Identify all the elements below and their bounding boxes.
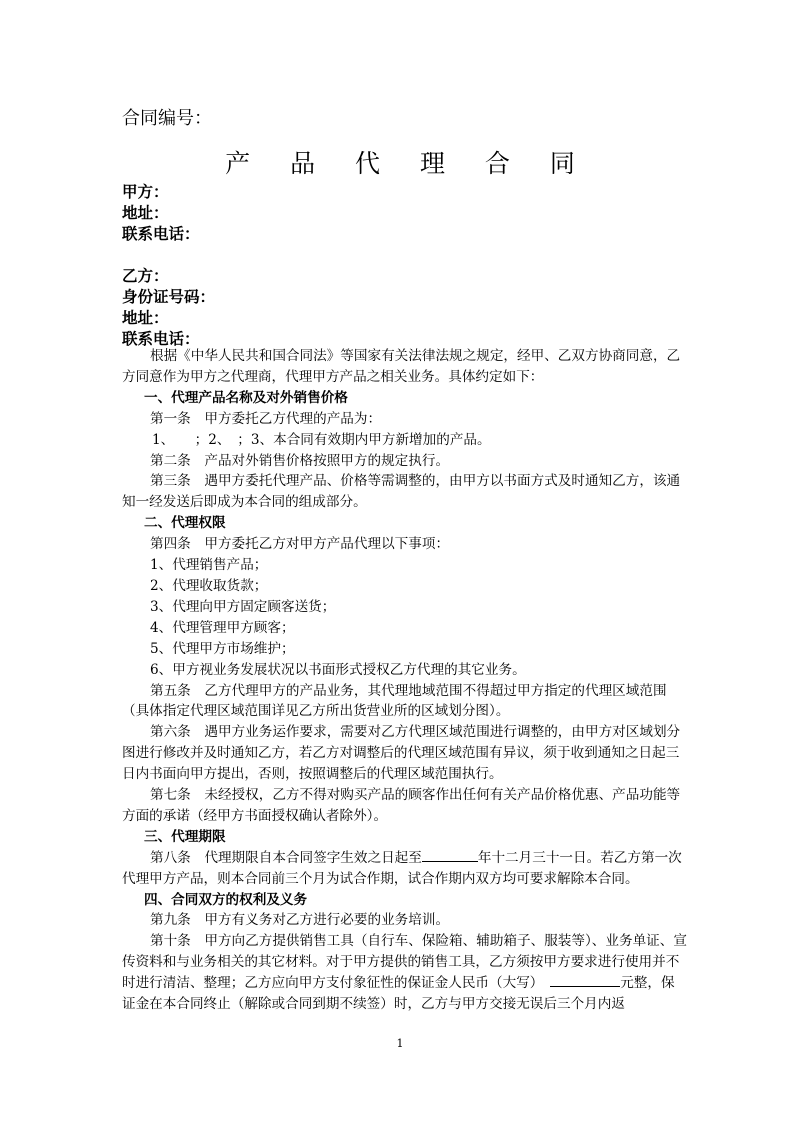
article-4-item: 4、代理管理甲方顾客； [150,619,295,636]
section-heading-1: 一、代理产品名称及对外销售价格 [144,389,348,406]
article-2: 第二条 产品对外销售价格按照甲方的规定执行。 [150,452,450,469]
intro-paragraph: 根据《中华人民共和国合同法》等国家有关法律法规之规定，经甲、乙双方协商同意，乙方同意作为甲方之代理商，代理甲方产品之相关业务。具体约定如下： [122,348,681,385]
article-4-item: 6、甲方视业务发展状况以书面形式授权乙方代理的其它业务。 [150,661,526,678]
section-heading-3: 三、代理期限 [144,828,226,845]
article-10-part-b: 元整，保证金在本合同终止（解除或合同到期不续签）时，乙方与甲方交接无误后三个月内返 [122,975,675,1013]
article-4-item: 5、代理甲方市场维护； [150,640,295,657]
article-5: 第五条 乙方代理甲方的产品业务，其代理地域范围不得超过甲方指定的代理区域范围（具体指定代理区域范围详见乙方所出货营业所的区域划分图）。 [122,682,667,720]
party-a-block [122,182,200,245]
article-7: 第七条 未经授权，乙方不得对购买产品的顾客作出任何有关产品价格优惠、产品功能等方面的承诺（经甲方书面授权确认者除外）。 [122,787,681,824]
article-9: 第九条 甲方有义务对乙方进行必要的业务培训。 [150,912,450,929]
contract-number-label: 合同编号： [122,108,212,129]
article-10 [122,931,688,1015]
party-b-label: 乙方： [122,267,169,285]
article-4-heading: 第四条 甲方委托乙方对甲方产品代理以下事项： [150,536,450,553]
party-a-label: 甲方： [122,183,169,201]
party-b-phone-label: 联系电话： [122,330,200,348]
article-4-item: 2、代理收取货款； [150,577,268,594]
contract-body [122,346,688,1015]
party-a-phone-label: 联系电话： [122,225,200,243]
party-a-address-label: 地址： [122,204,169,222]
section-heading-2: 二、代理权限 [144,515,226,532]
party-b-id-label: 身份证号码： [122,288,216,306]
article-8-part-b: 年十二月三十一日。若乙方第一次代理甲方产品，则本合同前三个月为试合作期，试合作期内双方均可要求解除本合同。 [122,849,682,887]
contract-title: 产 品 代 理 合 同 [225,149,591,178]
deposit-amount-blank-line [550,973,620,987]
article-4-item: 3、代理向甲方固定顾客送货； [150,598,336,615]
article-6: 第六条 遇甲方业务运作要求，需要对乙方代理区域范围进行调整的，由甲方对区域划分图进行修改并及时通知乙方，若乙方对调整后的代理区域范围有异议，须于收到通知之日起三日内书面向甲方提出，否则，按照调整后的代理区域范围执行。 [122,724,681,783]
article-1-heading: 第一条 甲方委托乙方代理的产品为： [150,410,382,427]
article-10-part-a: 第十条 甲方向乙方提供销售工具（自行车、保险箱、辅助箱子、服装等）、业务单证、宣传资料和与业务相关的其它材料。对于甲方提供的销售工具，乙方须按甲方要求进行使用并不时进行清洁、整理；乙方应向甲方支付象征性的保证金人民币（大写） [122,933,687,992]
article-3: 第三条 遇甲方委托代理产品、价格等需调整的，由甲方以书面方式及时通知乙方，该通知一经发送后即成为本合同的组成部分。 [122,473,681,511]
year-blank-line [422,848,478,862]
party-b-block [122,266,215,350]
section-heading-4: 四、合同双方的权利及义务 [144,891,308,908]
article-4-item: 1、代理销售产品； [150,557,268,574]
page-number: 1 [396,1037,404,1050]
party-b-address-label: 地址： [122,309,169,327]
article-8-part-a: 第八条 代理期限自本合同签字生效之日起至 [150,849,422,866]
article-8 [122,848,688,890]
article-1-items: 1、 ；2、 ；3、本合同有效期内甲方新增加的产品。 [152,431,491,448]
